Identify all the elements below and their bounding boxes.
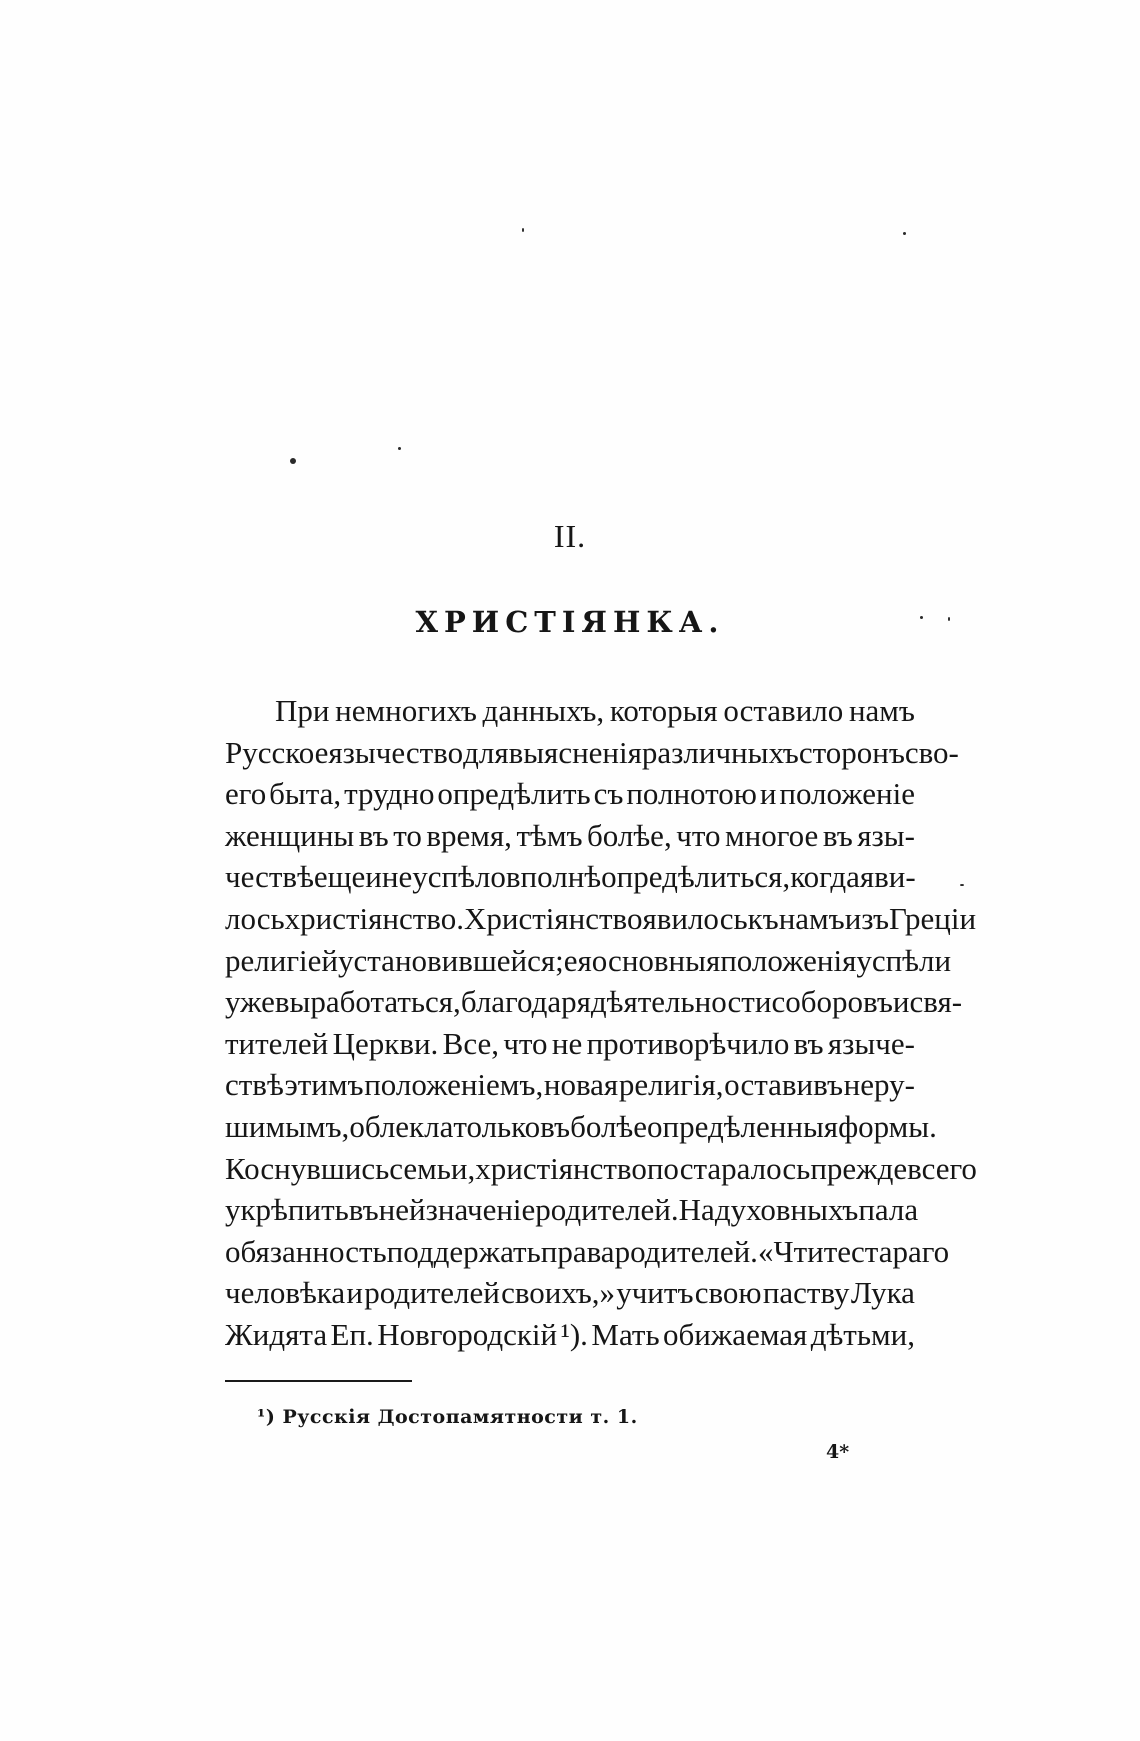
word: лось bbox=[225, 900, 285, 936]
word: и bbox=[346, 1275, 363, 1311]
word: что bbox=[676, 817, 721, 853]
word: всего bbox=[907, 1150, 977, 1186]
word: ея bbox=[563, 942, 592, 978]
word: опредѣлить bbox=[437, 776, 591, 812]
word: въ bbox=[822, 817, 853, 853]
text-line bbox=[225, 815, 915, 857]
word: которыя bbox=[609, 693, 718, 728]
scan-speck bbox=[522, 228, 524, 232]
word: въ bbox=[793, 1025, 824, 1061]
word: и bbox=[892, 984, 910, 1020]
word: вполнѣ bbox=[505, 859, 602, 895]
word: различныхъ bbox=[641, 734, 799, 770]
word: пала bbox=[858, 1192, 919, 1228]
text-line bbox=[225, 981, 963, 1023]
word: ствѣ bbox=[225, 1067, 284, 1103]
word: шимымъ, bbox=[225, 1108, 350, 1144]
word: учитъ bbox=[616, 1275, 694, 1311]
footnote bbox=[257, 1406, 638, 1428]
word: опредѣленныя bbox=[647, 1108, 839, 1144]
word: значеніе bbox=[425, 1192, 536, 1228]
word: въ bbox=[348, 1192, 379, 1228]
footnote-marker: ¹) bbox=[257, 1406, 276, 1428]
word: дѣятельности bbox=[590, 984, 772, 1020]
scan-speck bbox=[903, 232, 906, 235]
text-line bbox=[225, 690, 915, 732]
word: къ bbox=[747, 900, 779, 936]
text-line bbox=[225, 732, 959, 774]
text-line bbox=[225, 1231, 950, 1273]
word: опредѣлиться, bbox=[601, 859, 791, 895]
scan-speck bbox=[960, 884, 964, 886]
word: дѣтьми, bbox=[810, 1316, 915, 1352]
scan-speck bbox=[398, 447, 401, 450]
word: чествѣ bbox=[225, 859, 314, 895]
word: Христіянство bbox=[463, 900, 643, 936]
scan-speck bbox=[290, 458, 296, 464]
word: На bbox=[678, 1192, 715, 1228]
word: неру- bbox=[843, 1067, 915, 1103]
body-text bbox=[225, 690, 977, 1356]
word: родителей. bbox=[535, 1192, 679, 1228]
word: родителей bbox=[364, 1275, 500, 1311]
text-line bbox=[225, 1189, 919, 1231]
word: его bbox=[225, 776, 267, 812]
word: стараго bbox=[851, 1233, 950, 1269]
word: трудно bbox=[344, 776, 435, 812]
chapter-title: ХРИСТІЯНКА. bbox=[415, 605, 725, 639]
word: полнотою bbox=[626, 776, 757, 812]
word: паству bbox=[762, 1275, 850, 1311]
word: и bbox=[759, 776, 777, 812]
word: не bbox=[381, 859, 413, 895]
text-line bbox=[225, 773, 915, 815]
word: христіянство. bbox=[284, 900, 464, 936]
word: выработаться, bbox=[274, 984, 461, 1020]
word: въ bbox=[540, 1108, 571, 1144]
word: Еп. bbox=[330, 1316, 374, 1352]
word: положеніе bbox=[779, 776, 915, 812]
word: то bbox=[393, 817, 422, 853]
word: сво- bbox=[904, 734, 959, 770]
text-line bbox=[225, 1064, 915, 1106]
word: выясненія bbox=[508, 734, 642, 770]
word: болѣе, bbox=[587, 817, 672, 853]
word: Мать bbox=[591, 1316, 660, 1352]
word: Греціи bbox=[889, 900, 977, 936]
word: уже bbox=[225, 984, 275, 1020]
word: данныхъ, bbox=[482, 693, 605, 728]
word: Церкви. bbox=[332, 1025, 439, 1061]
word: свою bbox=[694, 1275, 762, 1311]
text-line bbox=[225, 1023, 915, 1065]
word: яви- bbox=[859, 859, 916, 895]
text-line bbox=[225, 1106, 937, 1148]
word: положеніемъ, bbox=[364, 1067, 544, 1103]
word: ¹). bbox=[560, 1316, 588, 1352]
word: прежде bbox=[810, 1150, 908, 1186]
word: религіей bbox=[225, 942, 338, 978]
word: своихъ,» bbox=[501, 1275, 615, 1311]
word: въ bbox=[358, 817, 389, 853]
word: языче- bbox=[827, 1025, 915, 1061]
text-line bbox=[225, 898, 977, 940]
word: успѣло bbox=[412, 859, 506, 895]
word: многое bbox=[725, 817, 819, 853]
word: Все, bbox=[442, 1025, 499, 1061]
word: религія, bbox=[618, 1067, 724, 1103]
word: и bbox=[365, 859, 382, 895]
footnote-divider bbox=[225, 1380, 412, 1382]
word: женщины bbox=[225, 817, 355, 853]
word: для bbox=[463, 734, 509, 770]
word: обижаемая bbox=[663, 1316, 808, 1352]
word: родителей. bbox=[614, 1233, 758, 1269]
word: права bbox=[540, 1233, 615, 1269]
word: намъ bbox=[848, 693, 915, 728]
word: семьи, bbox=[389, 1150, 476, 1186]
word: соборовъ bbox=[771, 984, 893, 1020]
word: постаралось bbox=[646, 1150, 811, 1186]
word: язы- bbox=[857, 817, 915, 853]
word: не bbox=[551, 1025, 583, 1061]
word: Коснувшись bbox=[225, 1150, 390, 1186]
word: Новгородскій bbox=[377, 1316, 558, 1352]
chapter-number: II. bbox=[553, 518, 587, 554]
word: Русское bbox=[225, 734, 329, 770]
word: когда bbox=[790, 859, 860, 895]
word: человѣка bbox=[225, 1275, 346, 1311]
text-line bbox=[225, 1272, 915, 1314]
word: изъ bbox=[844, 900, 890, 936]
word: При bbox=[275, 693, 330, 728]
word: облекла bbox=[349, 1108, 454, 1144]
word: ней bbox=[378, 1192, 426, 1228]
word: положенія bbox=[720, 942, 857, 978]
word: формы. bbox=[838, 1108, 937, 1144]
word: установившейся; bbox=[338, 942, 564, 978]
text-line bbox=[225, 856, 915, 898]
word: сторонъ bbox=[798, 734, 905, 770]
word: явилось bbox=[642, 900, 748, 936]
word: христіянство bbox=[475, 1150, 647, 1186]
word: только bbox=[453, 1108, 541, 1144]
word: свя- bbox=[909, 984, 963, 1020]
word: основныя bbox=[591, 942, 721, 978]
word: болѣе bbox=[570, 1108, 648, 1144]
word: немногихъ bbox=[335, 693, 477, 728]
word: противорѣчило bbox=[586, 1025, 790, 1061]
word: «Чтите bbox=[757, 1233, 852, 1269]
word: оставило bbox=[723, 693, 844, 728]
footnote-text: Русскія Достопамятности т. 1. bbox=[282, 1406, 638, 1428]
word: благодаря bbox=[460, 984, 591, 1020]
word: этимъ bbox=[284, 1067, 364, 1103]
word: тителей bbox=[225, 1025, 329, 1061]
word: время, bbox=[426, 817, 512, 853]
word: еще bbox=[313, 859, 366, 895]
word: съ bbox=[593, 776, 624, 812]
word: Жидята bbox=[225, 1316, 328, 1352]
word: тѣмъ bbox=[516, 817, 583, 853]
word: что bbox=[503, 1025, 548, 1061]
text-line bbox=[225, 1148, 977, 1190]
word: обязанность bbox=[225, 1233, 387, 1269]
word: поддержать bbox=[386, 1233, 541, 1269]
word: успѣли bbox=[856, 942, 952, 978]
word: новая bbox=[543, 1067, 619, 1103]
word: быта, bbox=[269, 776, 342, 812]
signature-mark: 4* bbox=[826, 1441, 850, 1463]
text-line bbox=[225, 940, 952, 982]
word: язычество bbox=[328, 734, 464, 770]
word: намъ bbox=[778, 900, 845, 936]
word: оставивъ bbox=[724, 1067, 844, 1103]
word: укрѣпить bbox=[225, 1192, 349, 1228]
word: Лука bbox=[850, 1275, 915, 1311]
word: духовныхъ bbox=[714, 1192, 859, 1228]
text-line bbox=[225, 1314, 915, 1356]
